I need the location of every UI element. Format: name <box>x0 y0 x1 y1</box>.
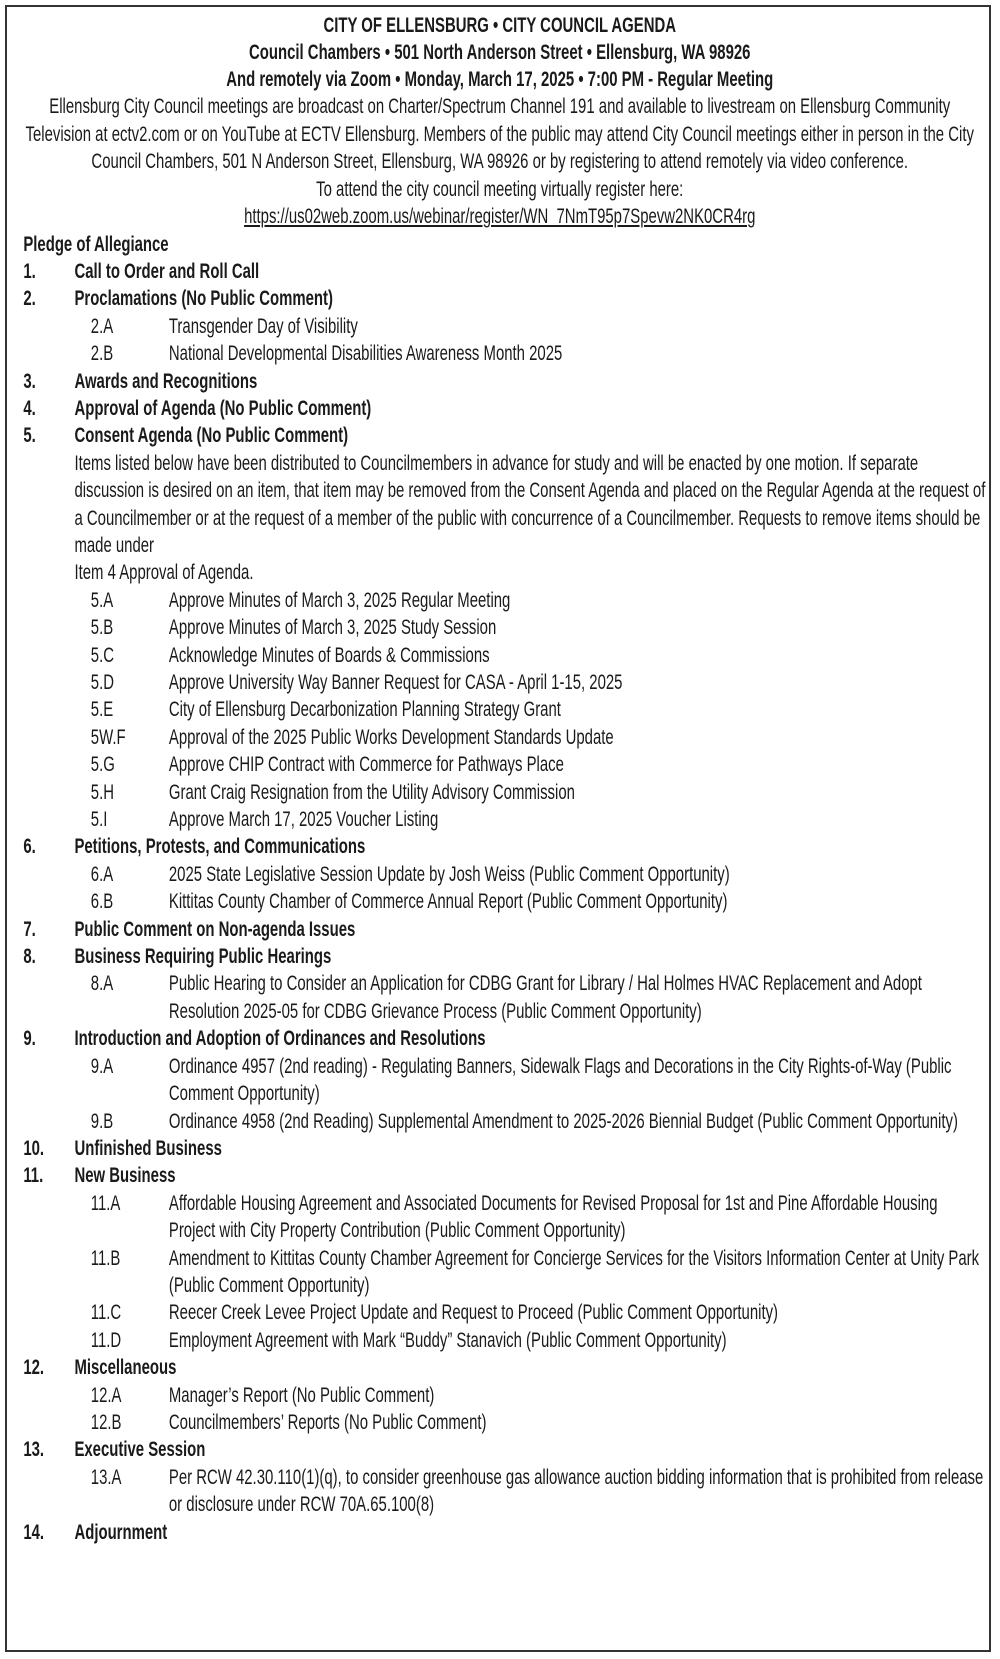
section-number: 4. <box>23 396 36 420</box>
item-code: 11.C <box>90 1301 122 1325</box>
agenda-section-heading <box>23 368 985 395</box>
agenda-section-heading <box>23 1354 985 1381</box>
section-number: 6. <box>23 835 36 859</box>
agenda-item <box>23 1327 985 1354</box>
item-text: Transgender Day of Visibility <box>168 314 358 338</box>
section-title: Executive Session <box>74 1438 206 1462</box>
item-code: 5.G <box>90 753 115 777</box>
item-code: 11.A <box>90 1191 121 1215</box>
item-text: Manager’s Report (No Public Comment) <box>168 1383 435 1407</box>
section-title: Adjournment <box>74 1520 168 1544</box>
agenda-section-heading <box>23 395 985 422</box>
section-title: Unfinished Business <box>74 1136 222 1160</box>
item-text: Councilmembers’ Reports (No Public Comment) <box>168 1410 487 1434</box>
section-number: 9. <box>23 1027 36 1051</box>
agenda-list <box>7 231 991 1547</box>
consent-agenda-note: Items listed below have been distributed to Councilmembers in advance for study and will be enacted by one motion. If separate discussion is desired on an item, that item may be removed from the Consent Agenda and placed on the Regular Agenda at the request of a Councilmember or at the request of a member of the public with concurrence of a Councilmember. Requests to remove items should be made under <box>74 451 986 557</box>
agenda-document <box>7 12 991 1546</box>
agenda-section-heading <box>23 1162 985 1189</box>
item-code: 5.D <box>90 671 114 694</box>
item-text: Approve University Way Banner Request for CASA - April 1-15, 2025 <box>168 671 623 694</box>
item-code: 11.B <box>90 1246 121 1270</box>
section-number: 11. <box>23 1164 44 1188</box>
section-number: 12. <box>23 1356 45 1380</box>
item-code: 12.A <box>90 1383 122 1407</box>
agenda-item <box>23 1464 985 1519</box>
section-title: Consent Agenda (No Public Comment) <box>74 424 349 448</box>
section-title: Business Requiring Public Hearings <box>74 945 332 969</box>
section-title: Petitions, Protests, and Communications <box>74 835 366 859</box>
section-number: 2. <box>23 287 36 311</box>
agenda-item <box>23 970 985 1025</box>
agenda-item <box>23 1053 985 1108</box>
section-title: Public Comment on Non-agenda Issues <box>74 917 356 941</box>
item-code: 13.A <box>90 1465 122 1489</box>
item-code: 2.A <box>90 314 114 338</box>
agenda-item <box>23 1299 985 1326</box>
item-code: 2.B <box>90 342 114 366</box>
item-text: Employment Agreement with Mark “Buddy” Stanavich (Public Comment Opportunity) <box>168 1328 727 1352</box>
agenda-section-heading <box>23 1135 985 1162</box>
item-code: 9.B <box>90 1109 114 1133</box>
agenda-section-heading <box>23 833 985 860</box>
item-code: 6.B <box>90 890 114 914</box>
section-number: 13. <box>23 1438 45 1462</box>
item-text: Acknowledge Minutes of Boards & Commissions <box>168 643 490 667</box>
section-title: Miscellaneous <box>74 1356 177 1380</box>
agenda-notice <box>5 5 991 1652</box>
agenda-item <box>23 1108 985 1135</box>
agenda-item <box>23 1190 985 1245</box>
section-title: Proclamations (No Public Comment) <box>74 287 333 311</box>
section-number: 3. <box>23 369 36 393</box>
section-title: Call to Order and Roll Call <box>74 259 260 283</box>
agenda-item <box>23 614 985 641</box>
agenda-section-heading <box>23 1025 985 1052</box>
item-text: Reecer Creek Levee Project Update and Request to Proceed (Public Comment Opportunity) <box>168 1301 779 1325</box>
item-code: 5.B <box>90 616 114 640</box>
zoom-registration-link[interactable]: https://us02web.zoom.us/webinar/register/WN_7NmT95p7Spevw2NK0CR4rg <box>244 205 756 228</box>
agenda-section-heading <box>23 422 985 449</box>
pledge-heading: Pledge of Allegiance <box>23 232 169 256</box>
item-code: 5.I <box>90 808 108 832</box>
item-text: Kittitas County Chamber of Commerce Annual Report (Public Comment Opportunity) <box>168 890 728 914</box>
agenda-item <box>23 888 985 915</box>
section-number: 1. <box>23 259 36 283</box>
agenda-item <box>23 340 985 367</box>
agenda-item <box>23 861 985 888</box>
item-text: Amendment to Kittitas County Chamber Agreement for Concierge Services for the Visitors Information Center at Unity Park (Public Comment Opportunity) <box>168 1246 980 1297</box>
item-text: Approve CHIP Contract with Commerce for Pathways Place <box>168 753 564 777</box>
header-title: CITY OF ELLENSBURG • CITY COUNCIL AGENDA <box>323 14 677 37</box>
section-number: 7. <box>23 917 36 941</box>
item-text: Approve Minutes of March 3, 2025 Study Session <box>168 616 497 640</box>
agenda-item <box>23 806 985 833</box>
header-date-time: And remotely via Zoom • Monday, March 17, 2025 • 7:00 PM - Regular Meeting <box>226 68 774 91</box>
agenda-item <box>23 313 985 340</box>
section-title: Awards and Recognitions <box>74 369 258 393</box>
section-number: 8. <box>23 945 36 969</box>
agenda-section-heading <box>23 258 985 285</box>
agenda-item <box>23 642 985 669</box>
agenda-item <box>23 1382 985 1409</box>
item-code: 5.A <box>90 588 114 612</box>
agenda-section-heading <box>23 943 985 970</box>
item-text: Approve March 17, 2025 Voucher Listing <box>168 808 439 832</box>
agenda-item <box>23 724 985 751</box>
item-code: 5.H <box>90 780 114 804</box>
section-number: 5. <box>23 424 36 448</box>
item-text: City of Ellensburg Decarbonization Planning Strategy Grant <box>168 698 561 722</box>
item-text: Affordable Housing Agreement and Associated Documents for Revised Proposal for 1st and Pine Affordable Housing Project with City Property Contribution (Public Comment Opportunity) <box>168 1191 938 1243</box>
item-text: Per RCW 42.30.110(1)(q), to consider greenhouse gas allowance auction bidding information that is prohibited from release or disclosure under RCW 70A.65.100(8) <box>168 1465 984 1517</box>
section-number: 14. <box>23 1520 45 1544</box>
agenda-item <box>23 779 985 806</box>
agenda-section-heading <box>23 285 985 312</box>
section-title: Introduction and Adoption of Ordinances and Resolutions <box>74 1027 486 1051</box>
item-code: 9.A <box>90 1054 114 1078</box>
item-code: 8.A <box>90 972 114 996</box>
item-text: Grant Craig Resignation from the Utility Advisory Commission <box>168 780 575 804</box>
agenda-item <box>23 669 985 696</box>
item-text: Public Hearing to Consider an Application for CDBG Grant for Library / Hal Holmes HVAC Replacement and Adopt Resolution 2025-05 for CDBG Grievance Process (Public Comment Opportunity) <box>168 972 922 1023</box>
intro-paragraph: Ellensburg City Council meetings are broadcast on Charter/Spectrum Channel 191 and available to livestream on Ellensburg Community Television at ectv2.com or on YouTube at ECTV Ellensburg. Members of the public may attend City Council meetings either in person in the City Council Chambers, 501 N Anderson Street, Ellensburg, WA 98926 or by registering to attend remotely via video conference. <box>25 95 974 173</box>
consent-agenda-note-item: Item 4 Approval of Agenda. <box>74 561 254 585</box>
section-title: Approval of Agenda (No Public Comment) <box>74 396 372 420</box>
agenda-section-heading <box>23 1436 985 1463</box>
item-text: Approve Minutes of March 3, 2025 Regular Meeting <box>168 588 511 612</box>
item-text: Ordinance 4957 (2nd reading) - Regulating Banners, Sidewalk Flags and Decorations in the City Rights-of-Way (Public Comment Opportunity) <box>168 1054 952 1106</box>
item-code: 5W.F <box>90 725 126 749</box>
item-text: 2025 State Legislative Session Update by Josh Weiss (Public Comment Opportunity) <box>168 862 730 886</box>
register-text: To attend the city council meeting virtually register here: <box>316 177 684 201</box>
section-title: New Business <box>74 1164 176 1188</box>
item-text: Approval of the 2025 Public Works Development Standards Update <box>168 725 614 749</box>
section-number: 10. <box>23 1136 45 1160</box>
agenda-section-heading <box>23 916 985 943</box>
item-text: National Developmental Disabilities Awareness Month 2025 <box>168 342 563 366</box>
agenda-section-heading <box>23 1519 985 1546</box>
item-code: 6.A <box>90 862 114 886</box>
item-code: 12.B <box>90 1410 122 1434</box>
item-code: 5.C <box>90 643 114 667</box>
header-location: Council Chambers • 501 North Anderson Street • Ellensburg, WA 98926 <box>248 41 751 64</box>
agenda-item <box>23 587 985 614</box>
item-text: Ordinance 4958 (2nd Reading) Supplemental Amendment to 2025-2026 Biennial Budget (Public Comment Opportunity) <box>168 1109 958 1133</box>
agenda-item <box>23 1409 985 1436</box>
intro-block <box>7 93 991 231</box>
item-code: 11.D <box>90 1328 122 1352</box>
agenda-item <box>23 1245 985 1300</box>
item-code: 5.E <box>90 698 114 722</box>
agenda-item <box>23 696 985 723</box>
agenda-item <box>23 751 985 778</box>
